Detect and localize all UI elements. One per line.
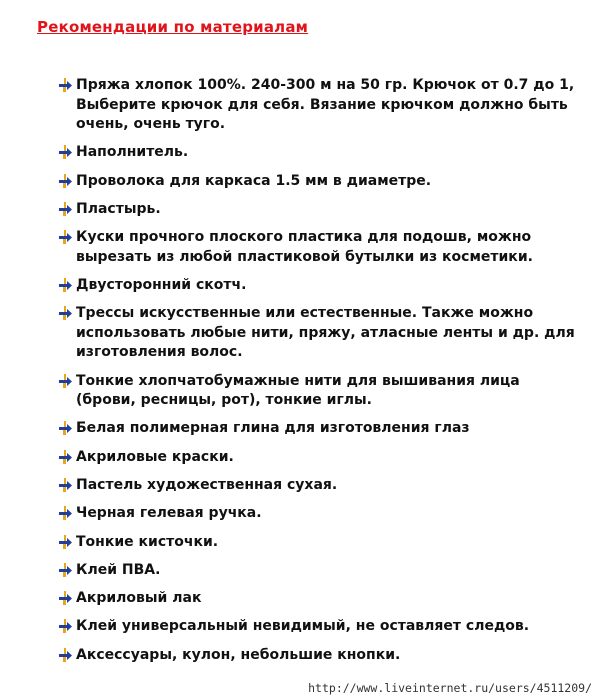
materials-list xyxy=(57,76,577,674)
list-item-text: Акриловый лак xyxy=(76,590,202,607)
list-item-text: Аксессуары, кулон, небольшие кнопки. xyxy=(76,646,401,663)
list-item-text: Клей универсальный невидимый, не оставляет следов. xyxy=(76,618,530,635)
list-item xyxy=(57,372,577,411)
arrow-bullet-icon xyxy=(57,173,73,189)
list-item-text: Акриловые краски. xyxy=(76,448,234,465)
arrow-bullet-icon xyxy=(57,144,73,160)
list-item xyxy=(57,76,577,135)
arrow-bullet-icon xyxy=(57,277,73,293)
list-item-text: Пастель художественная сухая. xyxy=(76,476,338,493)
list-item xyxy=(57,476,577,496)
list-item xyxy=(57,172,577,192)
list-item xyxy=(57,646,577,666)
arrow-bullet-icon xyxy=(57,201,73,217)
list-item xyxy=(57,504,577,524)
list-item xyxy=(57,448,577,468)
arrow-bullet-icon xyxy=(57,562,73,578)
list-item xyxy=(57,200,577,220)
list-item-text: Белая полимерная глина для изготовления глаз xyxy=(76,420,470,437)
list-item-text: Наполнитель. xyxy=(76,144,189,161)
list-item xyxy=(57,533,577,553)
list-item xyxy=(57,276,577,296)
list-item-text: Куски прочного плоского пластика для подошв, можно вырезать из любой пластиковой бутылки из косметики. xyxy=(76,229,533,265)
arrow-bullet-icon xyxy=(57,229,73,245)
list-item xyxy=(57,617,577,637)
arrow-bullet-icon xyxy=(57,505,73,521)
arrow-bullet-icon xyxy=(57,477,73,493)
list-item-text: Двусторонний скотч. xyxy=(76,276,247,293)
arrow-bullet-icon xyxy=(57,647,73,663)
list-item-text: Черная гелевая ручка. xyxy=(76,505,262,522)
list-item xyxy=(57,228,577,267)
list-item xyxy=(57,143,577,163)
arrow-bullet-icon xyxy=(57,373,73,389)
list-item-text: Тонкие кисточки. xyxy=(76,533,219,550)
list-item-text: Тонкие хлопчатобумажные нити для вышивания лица (брови, ресницы, рот), тонкие иглы. xyxy=(76,372,520,409)
list-item xyxy=(57,304,577,363)
list-item-text: Проволока для каркаса 1.5 мм в диаметре. xyxy=(76,172,432,189)
list-item-text: Клей ПВА. xyxy=(76,561,161,578)
list-item-text: Пластырь. xyxy=(76,200,161,217)
arrow-bullet-icon xyxy=(57,77,73,93)
arrow-bullet-icon xyxy=(57,449,73,465)
list-item xyxy=(57,589,577,609)
list-item-text: Трессы искусственные или естественные. Также можно использовать любые нити, пряжу, атласные ленты и др. для изготовления волос. xyxy=(76,305,575,361)
arrow-bullet-icon xyxy=(57,420,73,436)
list-item xyxy=(57,419,577,439)
page-title: Рекомендации по материалам xyxy=(37,18,309,36)
arrow-bullet-icon xyxy=(57,305,73,321)
list-item xyxy=(57,561,577,581)
arrow-bullet-icon xyxy=(57,590,73,606)
arrow-bullet-icon xyxy=(57,534,73,550)
arrow-bullet-icon xyxy=(57,618,73,634)
watermark-url: http://www.liveinternet.ru/users/4511209/ xyxy=(308,681,592,695)
list-item-text: Пряжа хлопок 100%. 240-300 м на 50 гр. Крючок от 0.7 до 1, Выберите крючок для себя. Вязание крючком должно быть очень, очень туго. xyxy=(76,77,575,132)
